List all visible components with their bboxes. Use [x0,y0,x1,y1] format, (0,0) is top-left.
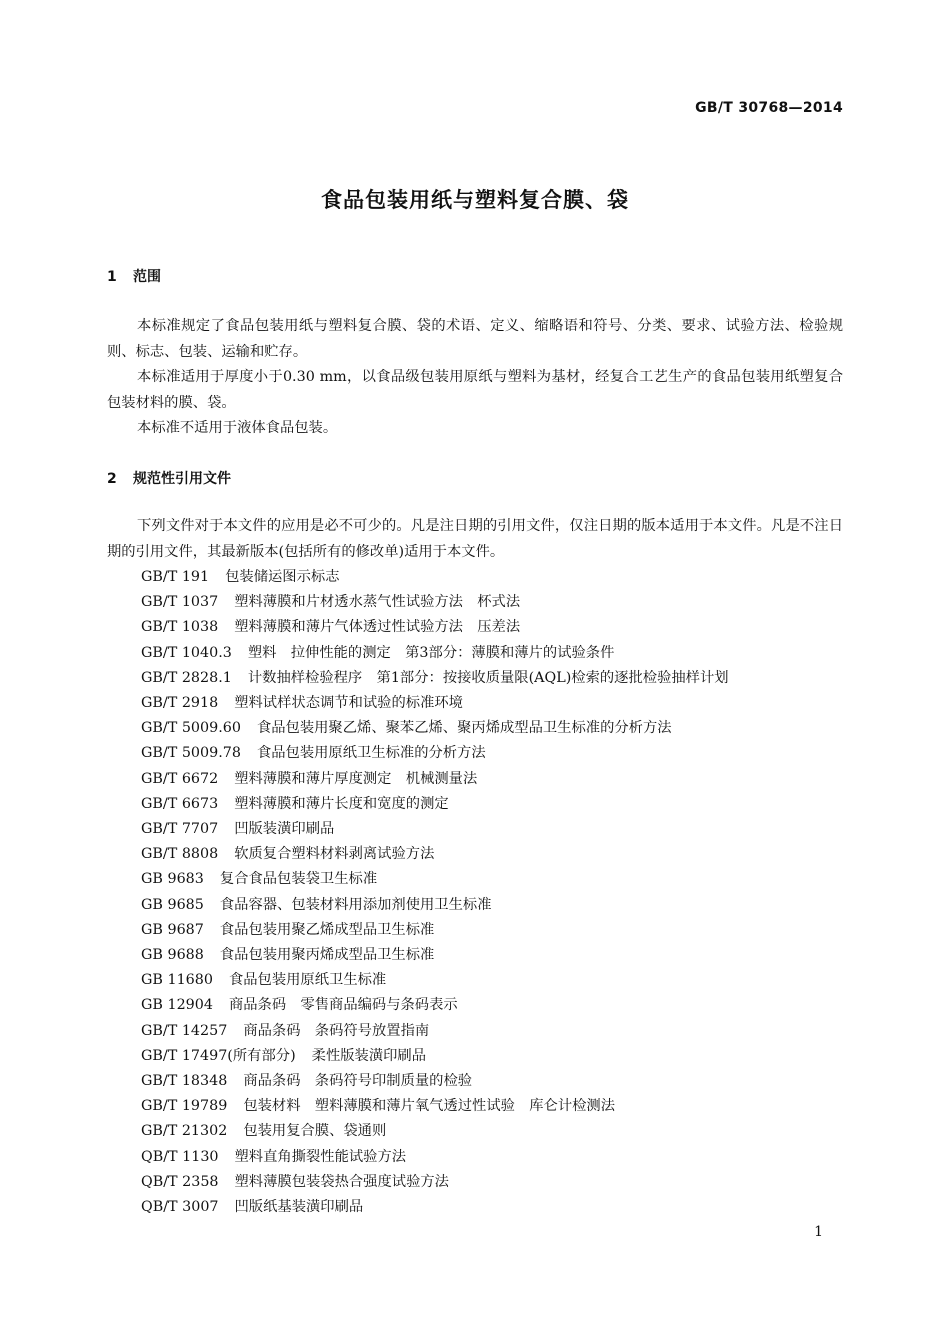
reference-item [141,615,729,640]
section-1-number: 1 [107,269,117,285]
reference-item [141,792,729,817]
reference-name: 计数抽样检验程序 第1部分：按接收质量限(AQL)检索的逐批检验抽样计划 [247,669,729,686]
reference-item [141,893,729,918]
reference-item [141,1069,729,1094]
reference-name: 塑料薄膜和片材透水蒸气性试验方法 杯式法 [234,594,521,611]
reference-item [141,867,729,892]
reference-code: QB/T 2358 [141,1173,219,1190]
reference-code: GB/T 1037 [141,594,219,611]
reference-code: GB/T 8808 [141,846,219,863]
section-1-paragraph: 本标准规定了食品包装用纸与塑料复合膜、袋的术语、定义、缩略语和符号、分类、要求、试验方法、检验规则、标志、包装、运输和贮存。 [107,318,843,360]
reference-item [141,943,729,968]
reference-code: QB/T 3007 [141,1199,219,1216]
reference-code: GB/T 2828.1 [141,669,232,686]
section-2-body [107,514,843,565]
reference-code: GB/T 6672 [141,770,219,787]
reference-code: GB 9687 [141,921,204,938]
reference-item [141,741,729,766]
reference-item [141,1019,729,1044]
section-2-number: 2 [107,471,117,487]
reference-code: GB/T 191 [141,569,210,585]
reference-name: 商品条码 条码符号放置指南 [243,1022,430,1039]
section-2-heading [107,468,231,488]
reference-code: GB/T 1038 [141,619,219,636]
reference-name: 复合食品包装袋卫生标准 [219,871,378,888]
reference-name: 包装材料 塑料薄膜和薄片氧气透过性试验 库仑计检测法 [243,1098,616,1115]
reference-code: GB 12904 [141,997,213,1014]
reference-name: 塑料薄膜和薄片长度和宽度的测定 [234,795,449,812]
reference-item [141,1094,729,1119]
reference-code: GB/T 19789 [141,1098,228,1115]
reference-name: 食品包装用聚乙烯、聚苯乙烯、聚丙烯成型品卫生标准的分析方法 [256,720,672,737]
reference-name: 凹版装潢印刷品 [234,821,335,838]
reference-name: 食品包装用原纸卫生标准的分析方法 [256,745,486,762]
reference-code: GB 9683 [141,871,204,888]
reference-item [141,1044,729,1069]
reference-code: GB/T 1040.3 [141,644,232,661]
reference-name: 商品条码 零售商品编码与条码表示 [228,997,458,1014]
reference-name: 软质复合塑料材料剥离试验方法 [234,846,435,863]
reference-item [141,817,729,842]
reference-code: QB/T 1130 [141,1148,219,1165]
reference-code: GB/T 5009.60 [141,720,241,737]
reference-name: 柔性版装潢印刷品 [311,1047,427,1064]
reference-item [141,842,729,867]
reference-item [141,716,729,741]
reference-name: 塑料 拉伸性能的测定 第3部分：薄膜和薄片的试验条件 [247,644,615,661]
reference-name: 塑料薄膜和薄片气体透过性试验方法 压差法 [234,619,521,636]
reference-name: 食品包装用聚丙烯成型品卫生标准 [219,947,435,964]
document-title: 食品包装用纸与塑料复合膜、袋 [321,188,629,212]
reference-code: GB/T 17497(所有部分) [141,1047,296,1064]
section-2-paragraph: 下列文件对于本文件的应用是必不可少的。凡是注日期的引用文件，仅注日期的版本适用于本文件。凡是不注日期的引用文件，其最新版本(包括所有的修改单)适用于本文件。 [107,518,843,560]
reference-item [141,590,729,615]
page-number: 1 [814,1224,823,1240]
section-1-paragraph: 本标准适用于厚度小于0.30 mm，以食品级包装用原纸与塑料为基材，经复合工艺生产的食品包装用纸塑复合包装材料的膜、袋。 [107,369,843,411]
reference-item [141,1119,729,1144]
reference-item [141,918,729,943]
reference-name: 凹版纸基装潢印刷品 [234,1199,364,1216]
reference-name: 包装储运图示标志 [225,569,340,585]
reference-name: 食品包装用聚乙烯成型品卫生标准 [219,921,435,938]
reference-code: GB/T 21302 [141,1123,228,1140]
reference-code: GB 11680 [141,972,213,989]
reference-item [141,666,729,691]
reference-code: GB/T 7707 [141,821,219,838]
reference-code: GB/T 2918 [141,695,219,712]
section-1-heading [107,266,161,286]
reference-item [141,767,729,792]
reference-item [141,691,729,716]
section-1-body [107,314,843,442]
reference-name: 食品容器、包装材料用添加剂使用卫生标准 [219,896,492,913]
section-2-title: 规范性引用文件 [133,471,231,487]
reference-name: 商品条码 条码符号印制质量的检验 [243,1073,473,1090]
reference-code: GB 9688 [141,947,204,964]
section-1-paragraph: 本标准不适用于液体食品包装。 [137,420,338,436]
reference-item [141,968,729,993]
reference-name: 塑料薄膜包装袋热合强度试验方法 [234,1173,449,1190]
reference-item [141,993,729,1018]
reference-item [141,1145,729,1170]
reference-item [141,1170,729,1195]
reference-name: 食品包装用原纸卫生标准 [228,972,387,989]
normative-references-list [141,565,729,1220]
reference-name: 塑料薄膜和薄片厚度测定 机械测量法 [234,770,478,787]
reference-item [141,1195,729,1220]
reference-code: GB/T 14257 [141,1022,228,1039]
reference-name: 包装用复合膜、袋通则 [243,1123,387,1140]
reference-item [141,565,729,590]
reference-code: GB/T 6673 [141,795,219,812]
reference-code: GB/T 5009.78 [141,745,241,762]
standard-code: GB/T 30768—2014 [695,100,843,116]
reference-item [141,641,729,666]
reference-code: GB 9685 [141,896,204,913]
section-1-title: 范围 [133,269,161,285]
reference-code: GB/T 18348 [141,1073,228,1090]
reference-name: 塑料试样状态调节和试验的标准环境 [234,695,463,712]
reference-name: 塑料直角撕裂性能试验方法 [234,1148,407,1165]
